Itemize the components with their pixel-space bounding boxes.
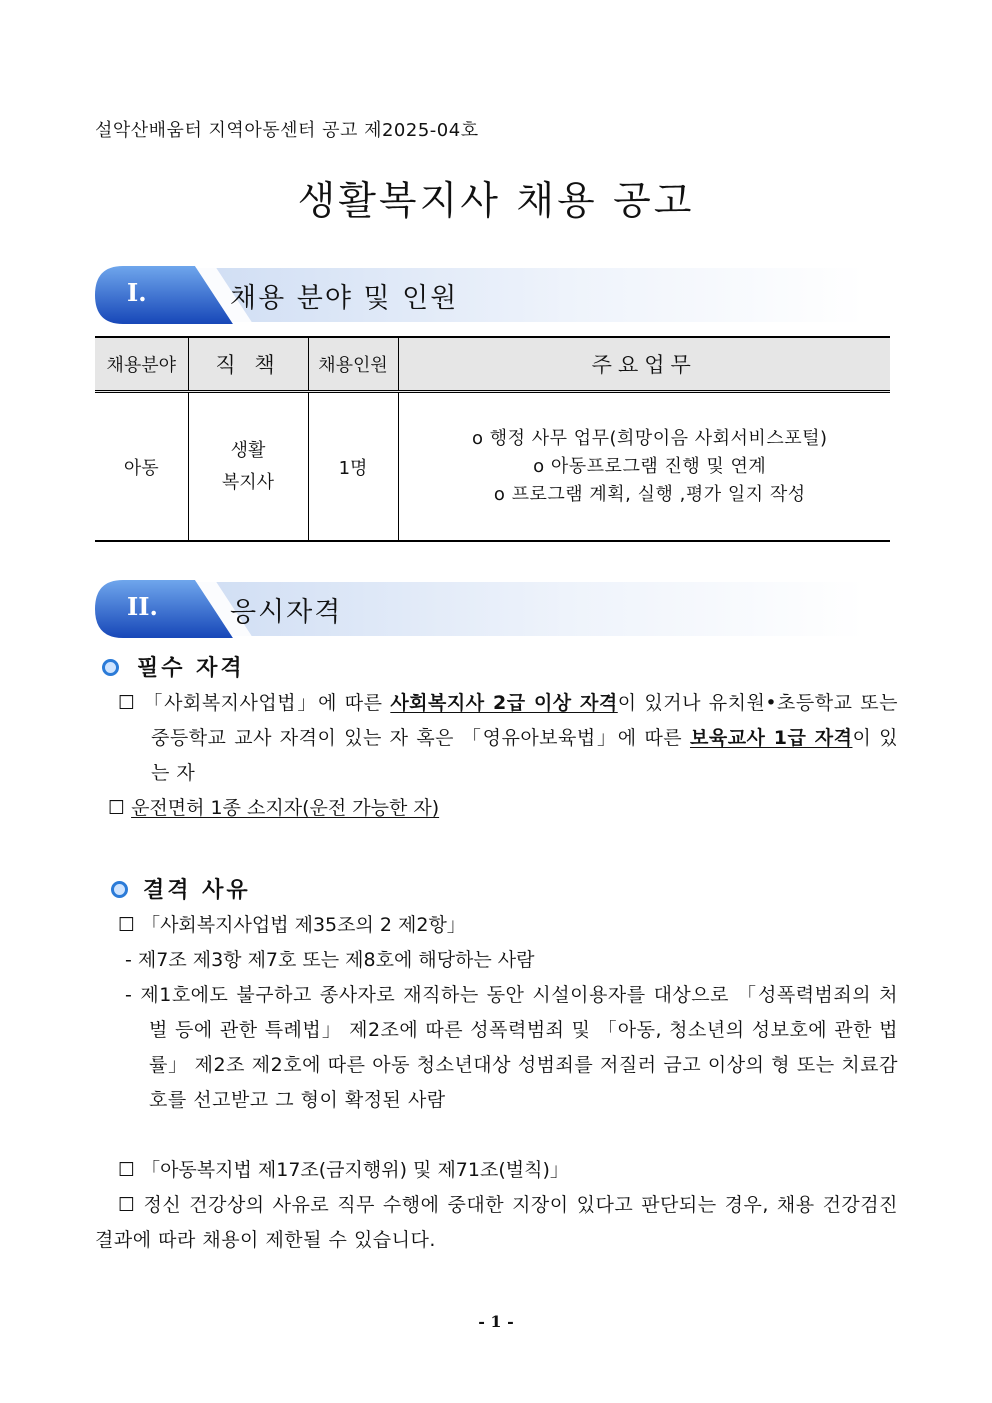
required-item-1 bbox=[118, 686, 898, 791]
cell-field: 아동 bbox=[95, 392, 188, 542]
disqualify-heading: 결격 사유 bbox=[143, 878, 251, 903]
disqualify-item-3: ☐ 정신 건강상의 사유로 직무 수행에 중대한 지장이 있다고 판단되는 경우, 채용 건강검진 결과에 따라 채용이 제한될 수 있습니다. bbox=[95, 1194, 898, 1251]
section-title: 채용 분야 및 인원 bbox=[230, 283, 459, 314]
notice-number: 설악산배움터 지역아동센터 공고 제2025-04호 bbox=[95, 120, 479, 141]
page-number: - 1 - bbox=[478, 1312, 514, 1331]
header-count: 채용인원 bbox=[308, 337, 398, 392]
section-number: I. bbox=[127, 278, 147, 307]
required-item-1-mid: 이 있거나 유치원•초등학교 또는 중등학교 교사 자격이 있는 자 혹은 「영유아보육법」에 따른 bbox=[151, 692, 898, 749]
header-field: 채용분야 bbox=[95, 337, 188, 392]
required-item-2 bbox=[108, 791, 439, 826]
duty-item: o 아동프로그램 진행 및 연계 bbox=[533, 455, 767, 477]
required-heading: 필수 자격 bbox=[137, 656, 245, 681]
required-item-2-text: 운전면허 1종 소지자(운전 가능한 자) bbox=[131, 797, 440, 819]
banner-graphic bbox=[95, 264, 865, 326]
required-item-1-prefix: ☐ 「사회복지사업법」에 따른 bbox=[118, 692, 391, 714]
emphasis-childcare-teacher: 보육교사 1급 자격 bbox=[689, 727, 853, 749]
bullet-icon bbox=[111, 881, 128, 898]
header-position: 직 책 bbox=[188, 337, 308, 392]
disqualify-dash-2-text: - 제1호에도 불구하고 종사자로 재직하는 동안 시설이용자를 대상으로 「성폭력범죄의 처벌 등에 관한 특례법」 제2조에 따른 성폭력범죄 및 「아동, 청소년의 성보호에 관한 법률」 제2조 제2호에 따른 아동 청소년대상 성범죄를 저질러 금고 이상의 형 또는 치료감호를 선고받고 그 형이 확정된 사람 bbox=[125, 984, 898, 1111]
disqualify-item-1: ☐ 「사회복지사업법 제35조의 2 제2항」 bbox=[118, 914, 466, 936]
position-line: 생활 bbox=[230, 439, 266, 461]
section-title: 응시자격 bbox=[230, 597, 343, 628]
bullet-icon bbox=[102, 659, 119, 676]
duty-item: o 행정 사무 업무(희망이음 사회서비스포털) bbox=[471, 427, 828, 449]
duty-item: o 프로그램 계획, 실행 ,평가 일지 작성 bbox=[493, 483, 806, 505]
section-banner-1 bbox=[95, 264, 865, 326]
disqualify-dash-1: - 제7조 제3항 제7호 또는 제8호에 해당하는 사람 bbox=[125, 949, 535, 971]
position-line: 복지사 bbox=[221, 471, 275, 493]
table-header-row bbox=[95, 337, 890, 392]
required-item-1-suffix: 이 있는 자 bbox=[151, 727, 898, 784]
document-title: 생활복지사 채용 공고 bbox=[297, 179, 695, 224]
disqualify-dash-2 bbox=[125, 978, 898, 1118]
recruitment-table bbox=[95, 336, 890, 542]
banner-graphic bbox=[95, 578, 865, 640]
cell-count: 1명 bbox=[308, 392, 398, 542]
checkbox-glyph: ☐ bbox=[108, 797, 132, 819]
section-number: II. bbox=[127, 592, 158, 621]
disqualify-item-2: ☐ 「아동복지법 제17조(금지행위) 및 제71조(벌칙)」 bbox=[118, 1159, 569, 1181]
section-banner-2 bbox=[95, 578, 865, 640]
table-row bbox=[95, 392, 890, 542]
emphasis-social-worker: 사회복지사 2급 이상 자격 bbox=[390, 692, 618, 714]
cell-duties bbox=[398, 392, 890, 542]
cell-position bbox=[188, 392, 308, 542]
header-duties: 주요업무 bbox=[398, 337, 890, 392]
